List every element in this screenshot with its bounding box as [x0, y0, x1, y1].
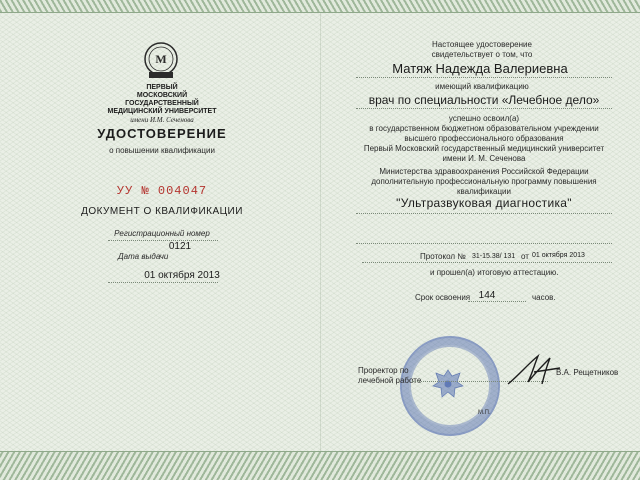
signer-name: В.А. Рещетников	[556, 368, 619, 377]
university-line-4: имени И.М. Сеченова	[130, 116, 194, 124]
bottom-ornament-border	[0, 452, 640, 480]
issue-date-value: 01 октября 2013	[144, 270, 220, 281]
intro-text	[392, 40, 572, 60]
blank-line	[356, 243, 612, 244]
issue-date-line	[108, 282, 218, 283]
coat-of-arms-icon	[428, 364, 468, 404]
body-line-1: успешно освоил(а)	[448, 114, 520, 123]
signer-label-1: Проректор по	[358, 366, 409, 375]
top-ornament-border	[0, 0, 640, 12]
program-name: "Ультразвуковая диагностика"	[396, 196, 572, 210]
passed-text: и прошел(а) итоговую аттестацию.	[430, 268, 559, 277]
name-line	[356, 77, 612, 78]
issue-date-label: Дата выдачи	[118, 252, 169, 261]
protocol-line	[362, 262, 612, 263]
document-title: УДОСТОВЕРЕНИЕ	[97, 126, 227, 141]
page-fold	[320, 13, 321, 451]
university-line-3: МЕДИЦИНСКИЙ УНИВЕРСИТЕТ	[107, 108, 217, 115]
body-line-4: Первый Московский государственный медицинский университет	[363, 144, 605, 153]
qualification-line	[356, 108, 612, 109]
signer-label-2: лечебной работе	[358, 376, 422, 385]
university-name	[100, 84, 224, 124]
document-type: ДОКУМЕНТ О КВАЛИФИКАЦИИ	[81, 206, 243, 217]
university-line-2: МОСКОВСКИЙ ГОСУДАРСТВЕННЫЙ	[125, 92, 199, 107]
term-line	[468, 301, 526, 302]
registration-label: Регистрационный номер	[114, 229, 210, 238]
holder-full-name: Матяж Надежда Валериевна	[392, 61, 568, 76]
body-line-3: высшего профессионального образования	[404, 134, 564, 143]
protocol-label: Протокол №	[420, 252, 466, 261]
body-line-7: дополнительную профессиональную программу повышения квалификации	[371, 177, 597, 196]
intro-line-1: Настоящее удостоверение	[432, 40, 532, 49]
term-label: Срок освоения	[415, 293, 471, 302]
body-line-6: Министерства здравоохранения Российской Федерации	[379, 167, 589, 176]
serial-number: УУ № 004047	[116, 184, 208, 198]
seal-place-mark: М.П.	[478, 410, 491, 416]
term-value: 144	[478, 290, 496, 301]
intro-line-2: свидетельствует о том, что	[431, 50, 533, 59]
document-subtitle: о повышении квалификации	[109, 146, 215, 155]
university-line-1: ПЕРВЫЙ	[146, 84, 178, 91]
signer-title	[358, 366, 421, 386]
body-line-5: имени И. М. Сеченова	[442, 154, 526, 163]
protocol-date: 01 октября 2013	[532, 252, 585, 259]
handwritten-signature	[504, 350, 564, 390]
svg-text:М: М	[155, 52, 167, 66]
qualification-label: имеющий квалификацию	[435, 82, 529, 91]
training-body	[356, 114, 612, 197]
program-line	[356, 213, 612, 214]
body-line-2: в государственном бюджетном образовательном учреждении	[369, 124, 599, 133]
protocol-from-label: от	[521, 252, 529, 261]
university-logo	[143, 42, 179, 80]
qualification-value: врач по специальности «Лечебное дело»	[368, 93, 600, 107]
registration-number: 0121	[168, 241, 192, 252]
term-unit: часов.	[532, 293, 556, 302]
protocol-number: 31-15.38/ 131	[472, 253, 516, 260]
